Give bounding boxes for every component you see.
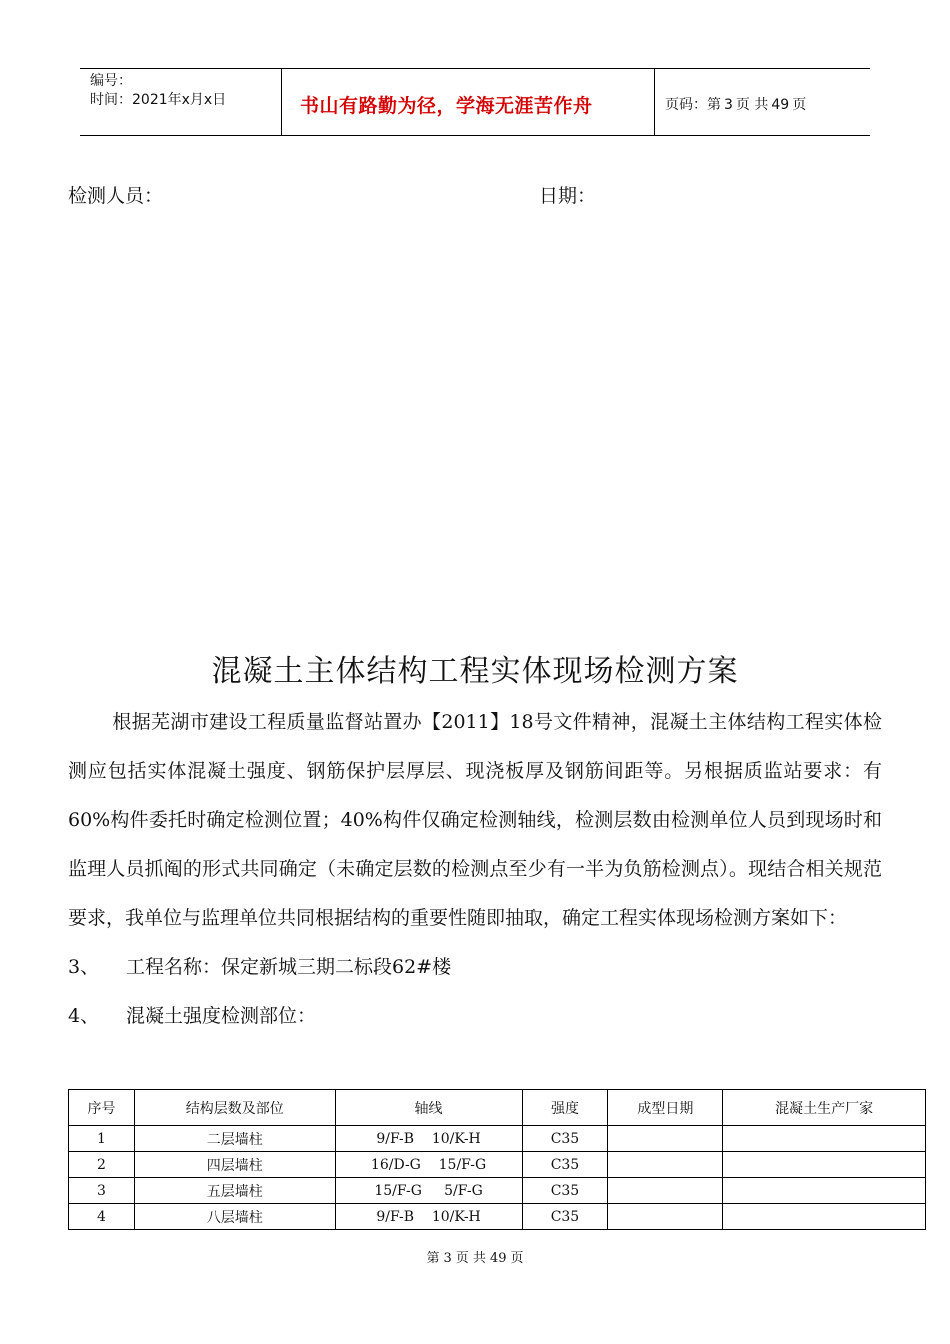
cell-cast-date	[608, 1204, 723, 1230]
cell-manufacturer	[723, 1204, 926, 1230]
page-footer	[0, 1247, 950, 1266]
cell-location: 四层墙柱	[134, 1152, 335, 1178]
table-row	[69, 1178, 926, 1204]
header-divider-left	[281, 68, 282, 136]
header-page-total: 49	[771, 97, 790, 113]
cell-location: 五层墙柱	[134, 1178, 335, 1204]
list-item	[68, 992, 882, 1041]
header-page-suffix: 页	[792, 97, 807, 113]
body-paragraph	[68, 698, 882, 943]
cell-index: 3	[69, 1178, 135, 1204]
cell-index: 2	[69, 1152, 135, 1178]
cell-strength: C35	[522, 1204, 608, 1230]
table-row	[69, 1204, 926, 1230]
table-row	[69, 1152, 926, 1178]
cell-index: 1	[69, 1126, 135, 1152]
footer-page-current: 3	[443, 1251, 452, 1266]
footer-page-total: 49	[489, 1251, 507, 1266]
cell-index: 4	[69, 1204, 135, 1230]
header-page-indicator	[665, 94, 809, 114]
cell-manufacturer	[723, 1152, 926, 1178]
cell-strength: C35	[522, 1178, 608, 1204]
footer-suffix: 页	[510, 1251, 524, 1266]
header-motto: 书山有路勤为径，学海无涯苦作舟	[300, 95, 593, 117]
header-bottom-rule	[80, 135, 870, 136]
col-header-manufacturer: 混凝土生产厂家	[723, 1090, 926, 1126]
col-header-location: 结构层数及部位	[134, 1090, 335, 1126]
table-row	[69, 1126, 926, 1152]
col-header-index: 序号	[69, 1090, 135, 1126]
list-item-number: 4、	[68, 1005, 100, 1027]
body-section	[68, 698, 882, 1041]
cell-cast-date	[608, 1178, 723, 1204]
col-header-cast-date: 成型日期	[608, 1090, 723, 1126]
list-item	[68, 943, 882, 992]
header-divider-right	[654, 68, 655, 136]
header-page-current: 3	[724, 97, 733, 113]
document-title: 混凝土主体结构工程实体现场检测方案	[211, 654, 739, 689]
cell-axis: 15/F-G 5/F-G	[335, 1178, 522, 1204]
col-header-strength: 强度	[522, 1090, 608, 1126]
header-top-rule	[80, 68, 870, 69]
cell-manufacturer	[723, 1178, 926, 1204]
table-header-row	[69, 1090, 926, 1126]
footer-prefix: 第	[426, 1251, 440, 1266]
date-label: 日期：	[539, 185, 597, 207]
footer-mid: 页 共	[455, 1251, 486, 1266]
cell-cast-date	[608, 1152, 723, 1178]
inspector-label: 检测人员：	[68, 185, 164, 207]
cell-axis: 9/F-B 10/K-H	[335, 1204, 522, 1230]
cell-strength: C35	[522, 1152, 608, 1178]
cell-manufacturer	[723, 1126, 926, 1152]
list-item-number: 3、	[68, 956, 100, 978]
header-number-label: 编号：	[90, 73, 132, 89]
concrete-strength-table	[68, 1089, 926, 1230]
cell-location: 二层墙柱	[134, 1126, 335, 1152]
cell-cast-date	[608, 1126, 723, 1152]
header-meta	[90, 72, 226, 110]
header-page-prefix: 页码：第	[665, 97, 721, 113]
body-paragraph-text: 根据芜湖市建设工程质量监督站置办【2011】18号文件精神，混凝土主体结构工程实体检测应包括实体混凝土强度、钢筋保护层厚层、现浇板厚及钢筋间距等。另根据质监站要求：有60%构件委托时确定检测位置；40%构件仅确定检测轴线，检测层数由检测单位人员到现场时和监理人员抓阄的形式共同确定（未确定层数的检测点至少有一半为负筋检测点）。现结合相关规范要求，我单位与监理单位共同根据结构的重要性随即抽取，确定工程实体现场检测方案如下：	[68, 711, 882, 929]
col-header-axis: 轴线	[335, 1090, 522, 1126]
cell-axis: 16/D-G 15/F-G	[335, 1152, 522, 1178]
cell-strength: C35	[522, 1126, 608, 1152]
header-page-mid: 页 共	[735, 97, 769, 113]
cell-location: 八层墙柱	[134, 1204, 335, 1230]
list-item-text: 混凝土强度检测部位：	[126, 1005, 317, 1027]
cell-axis: 9/F-B 10/K-H	[335, 1126, 522, 1152]
list-item-text: 工程名称：保定新城三期二标段62#楼	[126, 956, 452, 978]
header-time-label: 时间：2021年x月x日	[90, 92, 227, 108]
